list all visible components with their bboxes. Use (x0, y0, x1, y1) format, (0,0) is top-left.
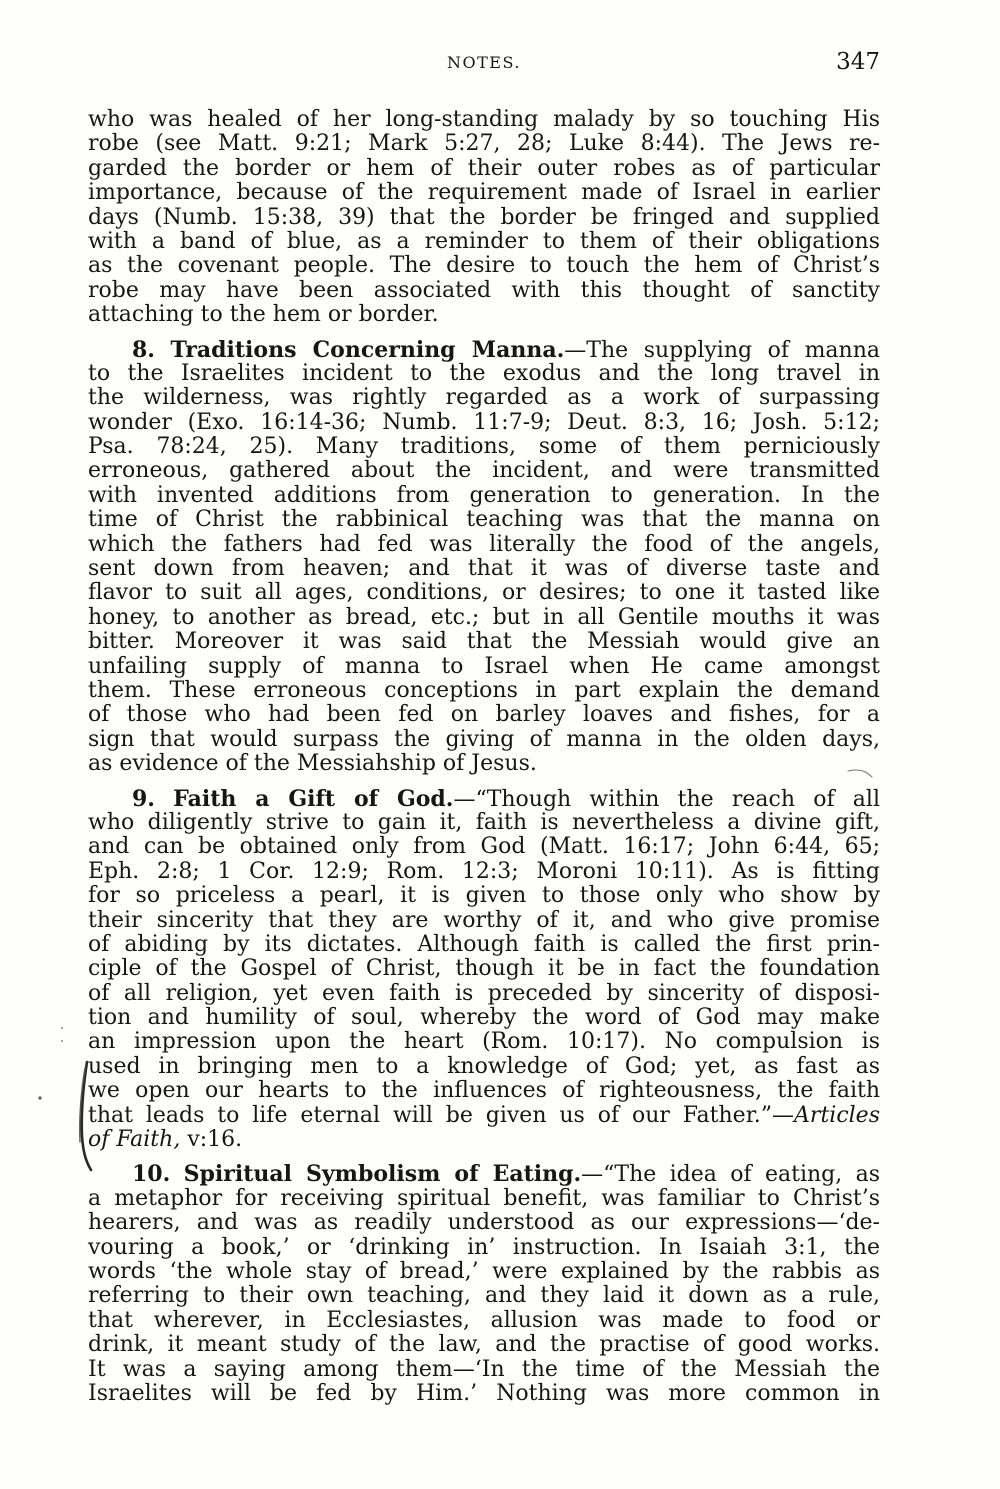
text-line: flavor to suit all ages, conditions, or desires; to one it tasted like (88, 580, 880, 606)
text-line: Psa. 78:24, 25). Many traditions, some of them perniciously (88, 434, 880, 460)
text-line: sign that would surpass the giving of manna in the olden days, (88, 726, 880, 752)
text-line: days (Numb. 15:38, 39) that the border be fringed and supplied (88, 204, 880, 230)
text-line (88, 1104, 880, 1128)
note-number: 9. (132, 785, 155, 812)
text-line: a metaphor for receiving spiritual benefit, was familiar to Christ’s (88, 1185, 880, 1211)
text-line: garded the border or hem of their outer robes as of particular (88, 155, 880, 181)
text-line: drink, it meant study of the law, and the practise of good works. (88, 1332, 880, 1358)
pencil-dot (61, 1027, 63, 1029)
text-line: robe may have been associated with this thought of sanctity (88, 277, 880, 303)
text-line (88, 1162, 880, 1186)
body-text (88, 108, 880, 1406)
note-number: 10. (132, 1161, 171, 1188)
pencil-dot (38, 1096, 41, 1099)
text-line: robe (see Matt. 9:21; Mark 5:27, 28; Luke 8:44). The Jews re- (88, 131, 880, 157)
running-title: NOTES. (447, 53, 521, 72)
text-line: time of Christ the rabbinical teaching was that the manna on (88, 507, 880, 533)
citation-title: Articles (794, 1102, 880, 1128)
text-line: with a band of blue, as a reminder to them of their obligations (88, 228, 880, 254)
text-line: as evidence of the Messiahship of Jesus. (88, 751, 537, 777)
note-number: 8. (132, 336, 155, 363)
text-line: who diligently strive to gain it, faith is nevertheless a divine gift, (88, 809, 880, 835)
pencil-bracket-stroke (80, 1068, 85, 1142)
text-line: erroneous, gathered about the incident, and were transmitted (88, 458, 880, 484)
text-line: importance, because of the requirement made of Israel in earlier (88, 180, 880, 206)
text-line (88, 787, 880, 811)
page-number: 347 (836, 49, 880, 75)
text-line: of all religion, yet even faith is preceded by sincerity of disposi- (88, 980, 880, 1006)
text-line: an impression upon the heart (Rom. 10:17). No compulsion is (88, 1029, 880, 1055)
text-line: with invented additions from generation to generation. In the (88, 482, 880, 508)
text-line: vouring a book,’ or ‘drinking in’ instruction. In Isaiah 3:1, the (88, 1234, 880, 1260)
text-line: referring to their own teaching, and they laid it down as a rule, (88, 1283, 880, 1309)
note-9-paragraph (88, 787, 880, 1153)
citation-title: of Faith, (88, 1127, 181, 1153)
text-line: used in bringing men to a knowledge of God; yet, as fast as (88, 1053, 880, 1079)
note-heading: Spiritual Symbolism of Eating. (183, 1161, 582, 1188)
text-run: —“Though within the reach of all (453, 786, 880, 812)
text-line: to the Israelites incident to the exodus and the long travel in (88, 360, 880, 386)
pencil-dot (61, 1040, 63, 1042)
running-head (88, 48, 880, 76)
citation-reference: v:16. (187, 1127, 243, 1153)
text-line: Eph. 2:8; 1 Cor. 12:9; Rom. 12:3; Moroni 10:11). As is fitting (88, 858, 880, 884)
text-line (88, 1128, 880, 1152)
text-line: sent down from heaven; and that it was of diverse taste and (88, 556, 880, 582)
text-line: that wherever, in Ecclesiastes, allusion was made to food or (88, 1307, 880, 1333)
text-line: we open our hearts to the influences of righteousness, the faith (88, 1078, 880, 1104)
text-line: It was a saying among them—‘In the time of the Messiah the (88, 1356, 880, 1382)
text-line: them. These erroneous conceptions in part explain the demand (88, 677, 880, 703)
note-continuation-paragraph (88, 108, 880, 328)
text-line: of abiding by its dictates. Although faith is called the first prin- (88, 931, 880, 957)
text-line: honey, to another as bread, etc.; but in all Gentile mouths it was (88, 604, 880, 630)
text-line: wonder (Exo. 16:14-36; Numb. 11:7-9; Deut. 8:3, 16; Josh. 5:12; (88, 409, 880, 435)
text-line: as the covenant people. The desire to touch the hem of Christ’s (88, 253, 880, 279)
text-line: hearers, and was as readily understood as our expressions—‘de- (88, 1210, 880, 1236)
text-line: attaching to the hem or border. (88, 302, 439, 328)
text-line (88, 338, 880, 362)
text-line: ciple of the Gospel of Christ, though it be in fact the foundation (88, 956, 880, 982)
text-line: tion and humility of soul, whereby the word of God may make (88, 1005, 880, 1031)
note-heading: Faith a Gift of God. (173, 785, 454, 812)
note-10-paragraph (88, 1162, 880, 1406)
text-run: that leads to life eternal will be given us of our Father.”— (88, 1102, 795, 1128)
text-line: their sincerity that they are worthy of it, and who give promise (88, 907, 880, 933)
text-line: unfailing supply of manna to Israel when He came amongst (88, 653, 880, 679)
note-8-paragraph (88, 338, 880, 777)
text-line: Israelites will be fed by Him.’ Nothing was more common in (88, 1380, 880, 1406)
text-line: the wilderness, was rightly regarded as a work of surpassing (88, 385, 880, 411)
text-line: who was healed of her long-standing malady by so touching His (88, 107, 880, 132)
text-run: —“The idea of eating, as (581, 1162, 880, 1188)
text-line: of those who had been fed on barley loaves and fishes, for a (88, 702, 880, 728)
text-line: which the fathers had fed was literally the food of the angels, (88, 531, 880, 557)
text-line: words ‘the whole stay of bread,’ were explained by the rabbis as (88, 1258, 880, 1284)
text-run: —The supplying of manna (564, 337, 880, 363)
note-heading: Traditions Concerning Manna. (170, 336, 565, 363)
text-line: for so priceless a pearl, it is given to those only who show by (88, 883, 880, 909)
text-line: bitter. Moreover it was said that the Messiah would give an (88, 629, 880, 655)
text-line: and can be obtained only from God (Matt. 16:17; John 6:44, 65; (88, 834, 880, 860)
